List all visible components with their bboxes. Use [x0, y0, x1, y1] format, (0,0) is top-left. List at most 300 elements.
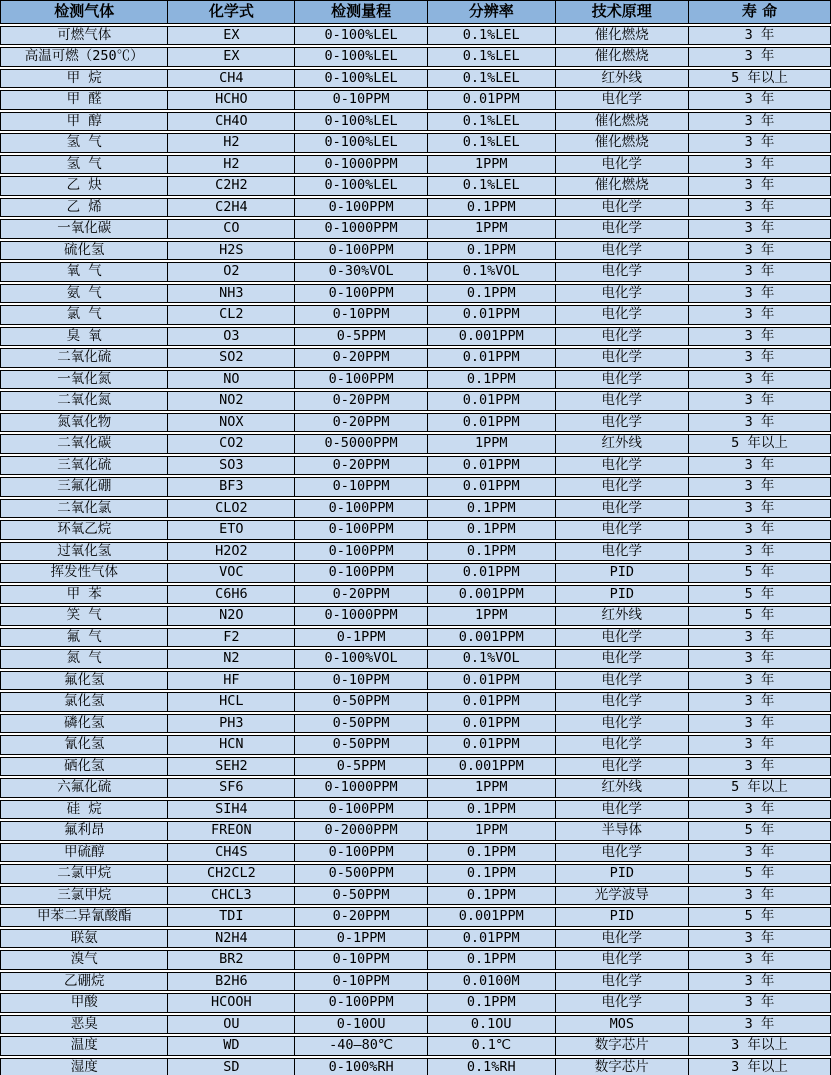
table-row [0, 90, 831, 110]
table-row [0, 434, 831, 454]
principle-cell: 催化燃烧 [556, 27, 689, 45]
gas-name-cell: 氮氧化物 [1, 414, 168, 432]
formula-cell: N2O [168, 607, 295, 625]
table-row [0, 477, 831, 497]
gas-name-cell: 二氧化氮 [1, 392, 168, 410]
formula-cell: SD [168, 1059, 295, 1075]
lifespan-cell: 3 年 [744, 26, 775, 43]
gas-name-cell: 氰化氢 [1, 736, 168, 754]
gas-name-cell: 环氧乙烷 [1, 521, 168, 539]
gas-name-cell: 硫化氢 [1, 242, 168, 260]
range-cell: 0-20PPM [295, 457, 428, 475]
formula-cell: C6H6 [168, 586, 295, 604]
resolution-cell: 0.1PPM [428, 865, 556, 883]
resolution-cell: 0.01PPM [428, 930, 556, 948]
lifespan-cell: 3 年 [744, 542, 775, 559]
table-row [0, 843, 831, 863]
principle-cell: 催化燃烧 [556, 48, 689, 66]
lifespan-cell: 3 年 [744, 91, 775, 107]
range-cell: 0-100%LEL [295, 177, 428, 195]
resolution-cell: 0.01PPM [428, 457, 556, 475]
table-row [0, 370, 831, 390]
lifespan-cell: 3 年 [744, 177, 775, 193]
table-row [0, 864, 831, 884]
formula-cell: SIH4 [168, 801, 295, 819]
lifespan-cell: 3 年 [744, 628, 775, 645]
range-cell: 0-100%LEL [295, 113, 428, 131]
table-row [0, 821, 831, 841]
principle-cell: 半导体 [556, 822, 689, 840]
formula-cell: H2S [168, 242, 295, 260]
gas-name-cell: 溴气 [1, 951, 168, 969]
lifespan-cell: 3 年 [744, 972, 775, 989]
gas-name-cell: 磷化氢 [1, 715, 168, 733]
resolution-cell: 0.1PPM [428, 371, 556, 389]
formula-cell: C2H4 [168, 199, 295, 217]
gas-name-cell: 三氯甲烷 [1, 887, 168, 905]
range-cell: 0-10PPM [295, 478, 428, 496]
lifespan-cell: 3 年 [744, 241, 775, 258]
table-row [0, 671, 831, 691]
resolution-cell: 0.001PPM [428, 629, 556, 647]
principle-cell: 红外线 [556, 607, 689, 625]
principle-cell: 电化学 [556, 199, 689, 217]
resolution-cell: 0.1%VOL [428, 650, 556, 668]
principle-cell: 光学波导 [556, 887, 689, 905]
formula-cell: ETO [168, 521, 295, 539]
gas-name-cell: 二氧化碳 [1, 435, 168, 453]
gas-name-cell: 二氧化氯 [1, 500, 168, 518]
formula-cell: BR2 [168, 951, 295, 969]
lifespan-cell: 3 年 [744, 306, 775, 322]
formula-header: 化学式 [168, 1, 295, 23]
formula-cell: B2H6 [168, 973, 295, 991]
formula-cell: NO2 [168, 392, 295, 410]
range-cell: 0-1000PPM [295, 156, 428, 174]
gas-name-cell: 氯 气 [1, 306, 168, 324]
range-cell: 0-500PPM [295, 865, 428, 883]
range-cell: 0-10PPM [295, 91, 428, 109]
gas-name-cell: 甲 烷 [1, 70, 168, 88]
formula-cell: NO [168, 371, 295, 389]
lifespan-cell: 3 年 [744, 671, 775, 688]
principle-cell: 电化学 [556, 543, 689, 561]
lifespan-cell: 3 年 [744, 370, 775, 387]
range-cell: 0-20PPM [295, 586, 428, 604]
range-header: 检测量程 [295, 1, 428, 23]
principle-cell: PID [556, 908, 689, 926]
formula-cell: H2 [168, 134, 295, 152]
table-row [0, 735, 831, 755]
table-row [0, 26, 831, 46]
lifespan-cell: 5 年 [744, 908, 775, 924]
lifespan-cell: 3 年 [744, 284, 775, 301]
range-cell: 0-100PPM [295, 801, 428, 819]
table-row [0, 348, 831, 368]
formula-cell: CL2 [168, 306, 295, 324]
gas-name-cell: 挥发性气体 [1, 564, 168, 582]
gas-name-cell: 硅 烷 [1, 801, 168, 819]
range-cell: 0-100PPM [295, 285, 428, 303]
range-cell: 0-10PPM [295, 672, 428, 690]
formula-cell: CO [168, 220, 295, 238]
lifespan-cell: 5 年 [744, 564, 775, 580]
resolution-cell: 0.01PPM [428, 392, 556, 410]
range-cell: 0-1000PPM [295, 607, 428, 625]
table-row [0, 155, 831, 175]
range-cell: 0-100PPM [295, 371, 428, 389]
resolution-cell: 0.1PPM [428, 500, 556, 518]
lifespan-cell: 5 年以上 [731, 435, 788, 451]
resolution-cell: 0.01PPM [428, 736, 556, 754]
formula-cell: CHCL3 [168, 887, 295, 905]
formula-cell: VOC [168, 564, 295, 582]
formula-cell: HF [168, 672, 295, 690]
gas-name-cell: 可燃气体 [1, 27, 168, 45]
principle-cell: PID [556, 865, 689, 883]
formula-cell: NH3 [168, 285, 295, 303]
resolution-cell: 0.0100M [428, 973, 556, 991]
table-row [0, 993, 831, 1013]
resolution-cell: 0.001PPM [428, 328, 556, 346]
range-cell: 0-1000PPM [295, 220, 428, 238]
range-cell: 0-1PPM [295, 629, 428, 647]
lifespan-cell: 3 年 [744, 327, 775, 344]
principle-cell: 催化燃烧 [556, 134, 689, 152]
resolution-cell: 0.1%LEL [428, 27, 556, 45]
table-row [0, 1015, 831, 1035]
table-row [0, 692, 831, 712]
resolution-cell: 0.1%LEL [428, 48, 556, 66]
principle-cell: 电化学 [556, 650, 689, 668]
table-row [0, 563, 831, 583]
range-cell: 0-100%LEL [295, 48, 428, 66]
range-cell: 0-100%VOL [295, 650, 428, 668]
table-row [0, 305, 831, 325]
formula-cell: NOX [168, 414, 295, 432]
principle-cell: 红外线 [556, 70, 689, 88]
table-row [0, 198, 831, 218]
lifespan-cell: 3 年 [744, 112, 775, 129]
table-row [0, 262, 831, 282]
principle-cell: 电化学 [556, 392, 689, 410]
range-cell: 0-100%LEL [295, 27, 428, 45]
range-cell: 0-10PPM [295, 306, 428, 324]
lifespan-cell: 3 年以上 [731, 1058, 788, 1075]
lifespan-cell: 3 年 [744, 521, 775, 537]
header-row [0, 0, 831, 24]
gas-name-cell: 氯化氢 [1, 693, 168, 711]
formula-cell: HCHO [168, 91, 295, 109]
lifespan-cell: 3 年 [744, 478, 775, 494]
formula-cell: HCOOH [168, 994, 295, 1012]
principle-cell: 电化学 [556, 930, 689, 948]
formula-cell: EX [168, 48, 295, 66]
resolution-cell: 0.1%LEL [428, 70, 556, 88]
range-cell: 0-100PPM [295, 199, 428, 217]
gas-name-cell: 氟 气 [1, 629, 168, 647]
range-cell: 0-50PPM [295, 887, 428, 905]
resolution-cell: 1PPM [428, 607, 556, 625]
range-cell: 0-100PPM [295, 994, 428, 1012]
table-row [0, 585, 831, 605]
range-cell: 0-10PPM [295, 951, 428, 969]
table-row [0, 778, 831, 798]
principle-cell: 电化学 [556, 693, 689, 711]
range-cell: 0-50PPM [295, 715, 428, 733]
principle-cell: 红外线 [556, 779, 689, 797]
resolution-cell: 0.1OU [428, 1016, 556, 1034]
table-row [0, 628, 831, 648]
gas-name-cell: 甲 醇 [1, 113, 168, 131]
principle-cell: 电化学 [556, 156, 689, 174]
gas-name-cell: 恶臭 [1, 1016, 168, 1034]
range-cell: 0-2000PPM [295, 822, 428, 840]
table-row [0, 542, 831, 562]
formula-cell: C2H2 [168, 177, 295, 195]
principle-cell: 电化学 [556, 801, 689, 819]
principle-cell: 电化学 [556, 951, 689, 969]
range-cell: 0-20PPM [295, 349, 428, 367]
formula-cell: CH2CL2 [168, 865, 295, 883]
gas-name-cell: 过氧化氢 [1, 543, 168, 561]
resolution-cell: 0.001PPM [428, 758, 556, 776]
resolution-cell: 0.1℃ [428, 1037, 556, 1055]
table-row [0, 1058, 831, 1075]
formula-cell: CO2 [168, 435, 295, 453]
formula-cell: SO3 [168, 457, 295, 475]
gas-name-cell: 氧 气 [1, 263, 168, 281]
formula-cell: O3 [168, 328, 295, 346]
principle-cell: 电化学 [556, 306, 689, 324]
principle-cell: 电化学 [556, 263, 689, 281]
lifespan-cell: 3 年 [744, 714, 775, 731]
principle-cell: 电化学 [556, 242, 689, 260]
gas-name-cell: 硒化氢 [1, 758, 168, 776]
formula-cell: BF3 [168, 478, 295, 496]
gas-name-cell: 三氧化硫 [1, 457, 168, 475]
resolution-cell: 0.01PPM [428, 478, 556, 496]
range-cell: 0-5000PPM [295, 435, 428, 453]
principle-cell: 电化学 [556, 994, 689, 1012]
resolution-cell: 0.1PPM [428, 543, 556, 561]
formula-cell: N2 [168, 650, 295, 668]
principle-cell: PID [556, 586, 689, 604]
gas-name-cell: 氢 气 [1, 134, 168, 152]
formula-cell: OU [168, 1016, 295, 1034]
range-cell: 0-20PPM [295, 392, 428, 410]
table-row [0, 327, 831, 347]
principle-cell: 电化学 [556, 736, 689, 754]
principle-cell: 电化学 [556, 457, 689, 475]
resolution-cell: 0.001PPM [428, 908, 556, 926]
formula-cell: CH4 [168, 70, 295, 88]
range-cell: 0-30%VOL [295, 263, 428, 281]
formula-cell: HCL [168, 693, 295, 711]
resolution-cell: 0.1PPM [428, 199, 556, 217]
range-cell: 0-100%RH [295, 1059, 428, 1075]
gas-name-cell: 氢 气 [1, 156, 168, 174]
principle-cell: 数字芯片 [556, 1059, 689, 1075]
principle-cell: 电化学 [556, 285, 689, 303]
lifespan-cell: 3 年 [744, 456, 775, 473]
range-cell: 0-1000PPM [295, 779, 428, 797]
resolution-cell: 0.001PPM [428, 586, 556, 604]
resolution-cell: 0.1%LEL [428, 134, 556, 152]
resolution-cell: 0.1%RH [428, 1059, 556, 1075]
range-cell: 0-100PPM [295, 242, 428, 260]
resolution-cell: 1PPM [428, 779, 556, 797]
lifespan-cell: 3 年 [744, 134, 775, 150]
gas-name-cell: 一氧化碳 [1, 220, 168, 238]
resolution-cell: 0.1PPM [428, 887, 556, 905]
gas-name-cell: 三氟化硼 [1, 478, 168, 496]
table-row [0, 241, 831, 261]
formula-cell: WD [168, 1037, 295, 1055]
lifespan-cell: 3 年 [744, 736, 775, 752]
gas-name-cell: 六氟化硫 [1, 779, 168, 797]
resolution-cell: 1PPM [428, 220, 556, 238]
range-cell: 0-100PPM [295, 500, 428, 518]
lifespan-cell: 3 年 [744, 650, 775, 666]
gas-name-cell: 氨 气 [1, 285, 168, 303]
table-row [0, 413, 831, 433]
gas-name-cell: 甲苯二异氰酸酯 [1, 908, 168, 926]
range-cell: 0-20PPM [295, 414, 428, 432]
principle-cell: 电化学 [556, 91, 689, 109]
lifespan-cell: 3 年 [744, 349, 775, 365]
resolution-cell: 0.01PPM [428, 672, 556, 690]
range-cell: 0-50PPM [295, 736, 428, 754]
lifespan-cell: 3 年 [744, 994, 775, 1010]
table-row [0, 133, 831, 153]
resolution-cell: 0.1%VOL [428, 263, 556, 281]
resolution-cell: 0.01PPM [428, 715, 556, 733]
gas-name-cell: 乙 炔 [1, 177, 168, 195]
lifespan-cell: 3 年 [744, 886, 775, 903]
gas-name-cell: 高温可燃（250℃） [1, 48, 168, 66]
gas-name-cell: 乙 烯 [1, 199, 168, 217]
table-row [0, 649, 831, 669]
lifespan-cell: 3 年 [744, 499, 775, 516]
principle-cell: 电化学 [556, 521, 689, 539]
gas-name-cell: 甲硫醇 [1, 844, 168, 862]
table-row [0, 606, 831, 626]
lifespan-cell: 5 年 [744, 607, 775, 623]
table-row [0, 950, 831, 970]
resolution-cell: 0.1%LEL [428, 177, 556, 195]
range-cell: 0-5PPM [295, 328, 428, 346]
table-row [0, 757, 831, 777]
lifespan-cell: 3 年 [744, 1015, 775, 1032]
resolution-cell: 0.01PPM [428, 306, 556, 324]
resolution-cell: 0.1PPM [428, 951, 556, 969]
formula-cell: SO2 [168, 349, 295, 367]
principle-cell: 电化学 [556, 371, 689, 389]
formula-cell: PH3 [168, 715, 295, 733]
lifespan-cell: 3 年 [744, 263, 775, 279]
resolution-cell: 0.01PPM [428, 414, 556, 432]
principle-cell: 红外线 [556, 435, 689, 453]
principle-cell: 催化燃烧 [556, 177, 689, 195]
lifespan-cell: 3 年 [744, 693, 775, 709]
principle-cell: 电化学 [556, 500, 689, 518]
gas-name-cell: 湿度 [1, 1059, 168, 1075]
principle-cell: MOS [556, 1016, 689, 1034]
table-row [0, 972, 831, 992]
gas-name-cell: 氟利昂 [1, 822, 168, 840]
gas-name-cell: 甲 醛 [1, 91, 168, 109]
principle-cell: 电化学 [556, 715, 689, 733]
resolution-cell: 0.01PPM [428, 693, 556, 711]
gas-name-cell: 温度 [1, 1037, 168, 1055]
lifespan-cell: 5 年以上 [731, 779, 788, 795]
lifespan-cell: 3 年 [744, 843, 775, 860]
principle-cell: 电化学 [556, 349, 689, 367]
resolution-cell: 0.1PPM [428, 285, 556, 303]
gas-name-header: 检测气体 [1, 1, 168, 23]
resolution-cell: 0.1PPM [428, 844, 556, 862]
table-row [0, 456, 831, 476]
principle-cell: 电化学 [556, 220, 689, 238]
resolution-cell: 0.1PPM [428, 242, 556, 260]
table-row [0, 391, 831, 411]
gas-name-cell: 联氨 [1, 930, 168, 948]
lifespan-cell: 3 年 [744, 392, 775, 408]
table-row [0, 47, 831, 67]
table-row [0, 907, 831, 927]
formula-cell: TDI [168, 908, 295, 926]
formula-cell: H2O2 [168, 543, 295, 561]
resolution-cell: 0.01PPM [428, 349, 556, 367]
lifespan-cell: 3 年 [744, 757, 775, 774]
principle-cell: 电化学 [556, 629, 689, 647]
table-row [0, 176, 831, 196]
formula-cell: CH4O [168, 113, 295, 131]
range-cell: 0-10PPM [295, 973, 428, 991]
formula-cell: EX [168, 27, 295, 45]
principle-cell: 电化学 [556, 758, 689, 776]
lifespan-cell: 3 年以上 [731, 1037, 788, 1053]
principle-cell: 电化学 [556, 328, 689, 346]
range-cell: 0-10OU [295, 1016, 428, 1034]
formula-cell: N2H4 [168, 930, 295, 948]
lifespan-cell: 3 年 [744, 198, 775, 215]
resolution-cell: 0.01PPM [428, 564, 556, 582]
formula-cell: CH4S [168, 844, 295, 862]
formula-cell: HCN [168, 736, 295, 754]
lifespan-cell: 5 年以上 [731, 69, 788, 86]
table-row [0, 69, 831, 89]
table-row [0, 886, 831, 906]
range-cell: 0-20PPM [295, 908, 428, 926]
lifespan-header: 寿 命 [741, 2, 778, 21]
resolution-cell: 1PPM [428, 156, 556, 174]
formula-cell: O2 [168, 263, 295, 281]
range-cell: 0-5PPM [295, 758, 428, 776]
resolution-cell: 0.1%LEL [428, 113, 556, 131]
gas-name-cell: 臭 氧 [1, 328, 168, 346]
range-cell: -40—80℃ [295, 1037, 428, 1055]
gas-name-cell: 甲 苯 [1, 586, 168, 604]
table-row [0, 520, 831, 540]
range-cell: 0-100%LEL [295, 70, 428, 88]
lifespan-cell: 3 年 [744, 413, 775, 430]
resolution-cell: 0.1PPM [428, 801, 556, 819]
range-cell: 0-100PPM [295, 521, 428, 539]
gas-name-cell: 一氧化氮 [1, 371, 168, 389]
range-cell: 0-1PPM [295, 930, 428, 948]
